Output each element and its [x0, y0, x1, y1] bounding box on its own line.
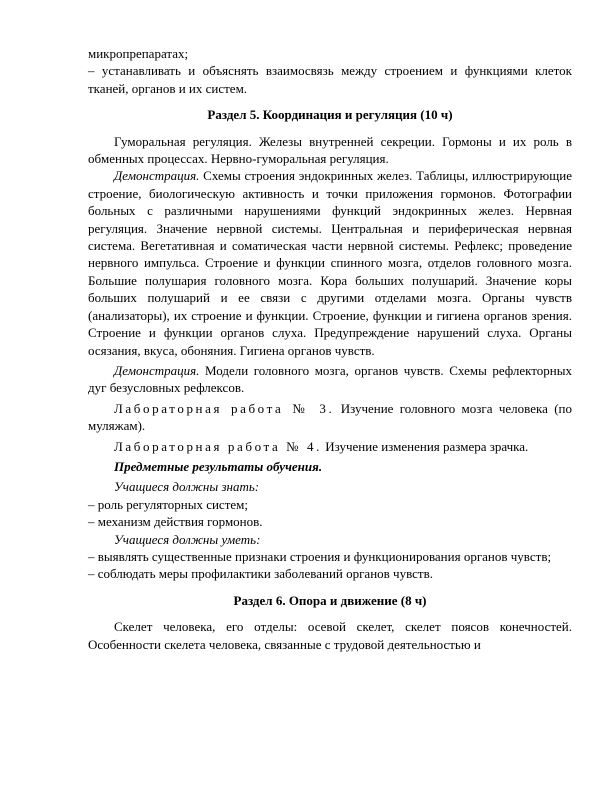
know-item: – механизм действия гормонов. — [88, 514, 263, 530]
lab-work-label: Лабораторная работа № 4. — [114, 438, 322, 454]
demonstration-text: Модели головного мозга, органов чувств. Схемы рефлекторных дуг безусловных рефлексов. — [88, 362, 572, 396]
document-page — [88, 45, 572, 653]
section-5-heading: Раздел 5. Координация и регуляция (10 ч) — [207, 107, 453, 123]
demonstration-paragraph-2 — [88, 362, 572, 397]
continuation-item: – устанавливать и объяснять взаимосвязь между строением и функциями клеток тканей, органов и их систем. — [88, 63, 572, 96]
can-item: – выявлять существенные признаки строения и функционирования органов чувств; — [88, 548, 552, 564]
section-6-intro: Скелет человека, его отделы: осевой скелет, скелет поясов конечностей. Особенности скелета человека, связанные с трудовой деятельностью и — [88, 619, 572, 652]
continuation-line: микропрепаратах; — [88, 46, 189, 61]
can-heading: Учащиеся должны уметь: — [114, 531, 261, 547]
results-heading: Предметные результаты обучения. — [114, 458, 323, 474]
demonstration-paragraph-1 — [88, 167, 572, 358]
lab-work-text: Изучение изменения размера зрачка. — [321, 438, 529, 454]
lab-work-label: Лабораторная работа № 3. — [114, 400, 335, 416]
know-heading: Учащиеся должны знать: — [114, 479, 260, 495]
demonstration-label: Демонстрация. — [114, 362, 200, 378]
demonstration-label: Демонстрация. — [114, 168, 200, 184]
can-item: – соблюдать меры профилактики заболеваний органов чувств. — [88, 566, 433, 582]
lab-work-4 — [88, 438, 572, 455]
know-item: – роль регуляторных систем; — [88, 496, 248, 512]
section-6-heading: Раздел 6. Опора и движение (8 ч) — [233, 592, 427, 608]
section-5-intro: Гуморальная регуляция. Железы внутренней секреции. Гормоны и их роль в обменных процессах. Нервно-гуморальная регуляция. — [88, 133, 572, 167]
demonstration-text: Схемы строения эндокринных желез. Таблицы, иллюстрирующие строение, биологическую активность и точки приложения гормонов. Фотографии больных с различными нарушениями функций эндокринных желез. Нервная регуляция. Значение нервной системы. Центральная и периферическая нервная система. Вегетативная и соматическая части нервной системы. Рефлекс; проведение нервного импульса. Строение и функции спинного мозга, отделов головного мозга. Большие полушария головного мозга. Кора больших полушарий. Значение коры больших полушарий и ее связи с другими отделами мозга. Органы чувств (анализаторы), их строение и функции. Строение, функции и гигиена органов зрения. Строение и функции органов слуха. Предупреждение нарушений слуха. Органы осязания, вкуса, обоняния. Гигиена органов чувств. — [88, 168, 572, 358]
lab-work-text: Изучение головного мозга человека (по муляжам). — [88, 400, 573, 434]
lab-work-3 — [88, 400, 572, 435]
